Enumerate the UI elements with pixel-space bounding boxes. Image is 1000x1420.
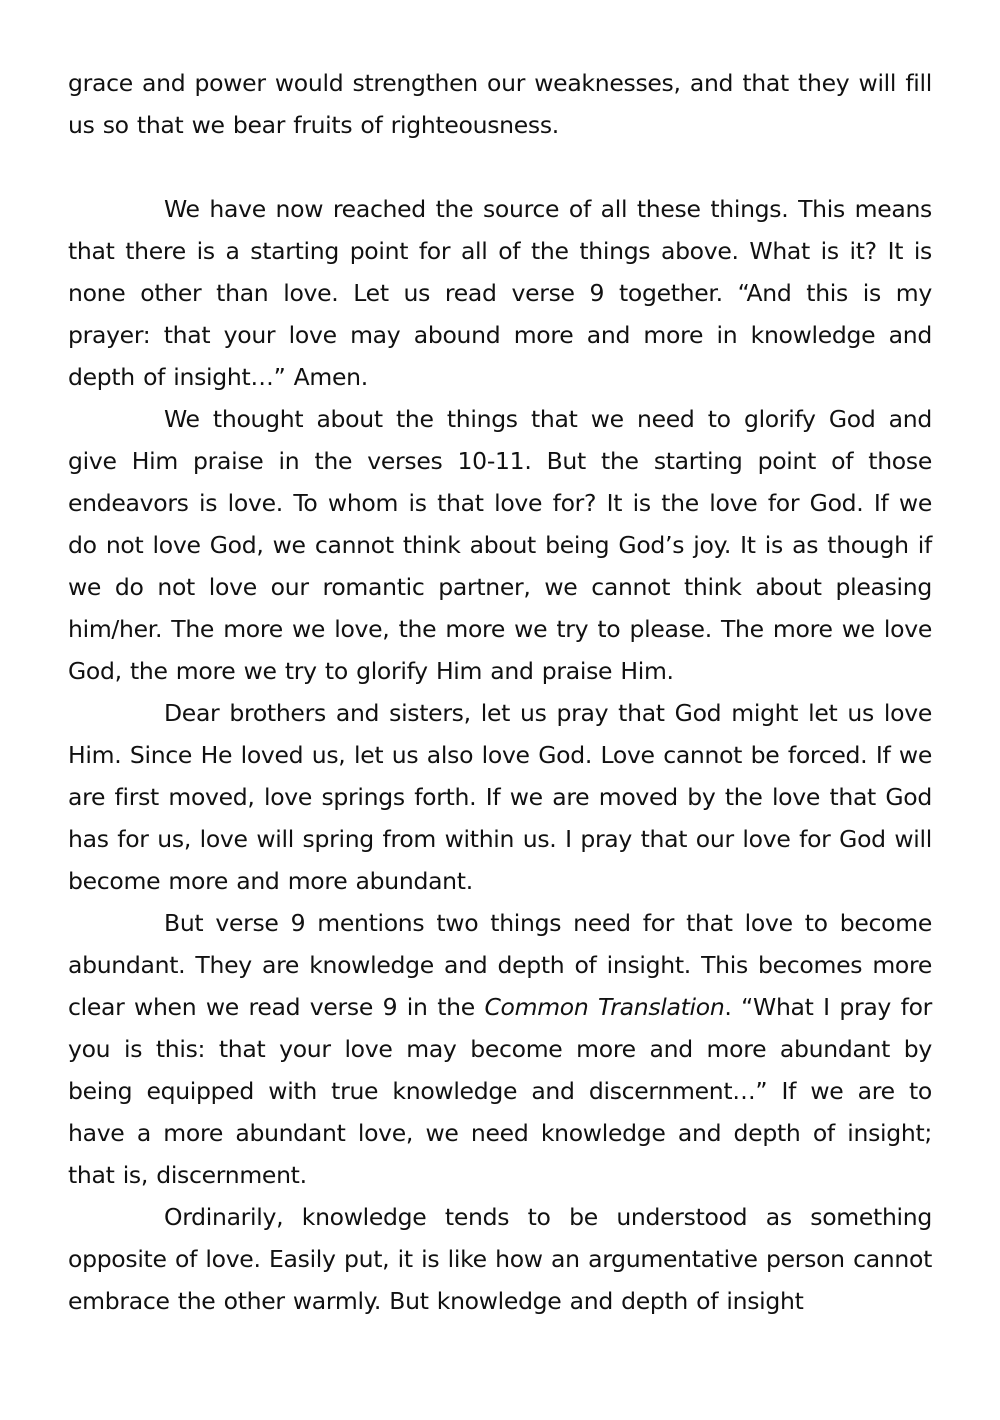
paragraph-glorify-god: We thought about the things that we need to glorify God and give Him praise in the verses 10-11. But the starting point of those endeavors is love. To whom is that love for? It is the love for God. If we do not love God, we cannot think about being God’s joy. It is as though if we do not love our romantic partner, we cannot think about pleasing him/her. The more we love, the more we try to please. The more we love God, the more we try to glorify Him and praise Him.	[68, 405, 932, 685]
paragraph-ordinarily-knowledge: Ordinarily, knowledge tends to be understood as something opposite of love. Easily put, it is like how an argumentative person cannot embrace the other warmly. But knowledge and depth of insight	[68, 1203, 932, 1315]
document-page	[68, 62, 932, 1322]
paragraph-pray-to-love: Dear brothers and sisters, let us pray that God might let us love Him. Since He loved us, let us also love God. Love cannot be forced. If we are first moved, love springs forth. If we are moved by the love that God has for us, love will spring from within us. I pray that our love for God will become more and more abundant.	[68, 699, 932, 895]
paragraph-text-before-italic: But verse 9 mentions two things need for that love to become abundant. They are knowledge and depth of insight. This becomes more clear when we read verse 9 in the	[68, 909, 932, 1021]
italic-translation-title: Common Translation	[484, 993, 725, 1021]
paragraph-continuation: grace and power would strengthen our weaknesses, and that they will fill us so that we bear fruits of righteousness.	[68, 69, 932, 139]
paragraph-text-after-italic: . “What I pray for you is this: that your love may become more and more abundant by being equipped with true knowledge and discernment…” If we are to have a more abundant love, we need knowledge and depth of insight; that is, discernment.	[68, 993, 933, 1189]
paragraph-source-of-love: We have now reached the source of all these things. This means that there is a starting point for all of the things above. What is it? It is none other than love. Let us read verse 9 together. “And this is my prayer: that your love may abound more and more in knowledge and depth of insight…” Amen.	[68, 195, 932, 391]
paragraph-knowledge-insight	[68, 902, 932, 1196]
paragraph-gap	[68, 146, 932, 188]
